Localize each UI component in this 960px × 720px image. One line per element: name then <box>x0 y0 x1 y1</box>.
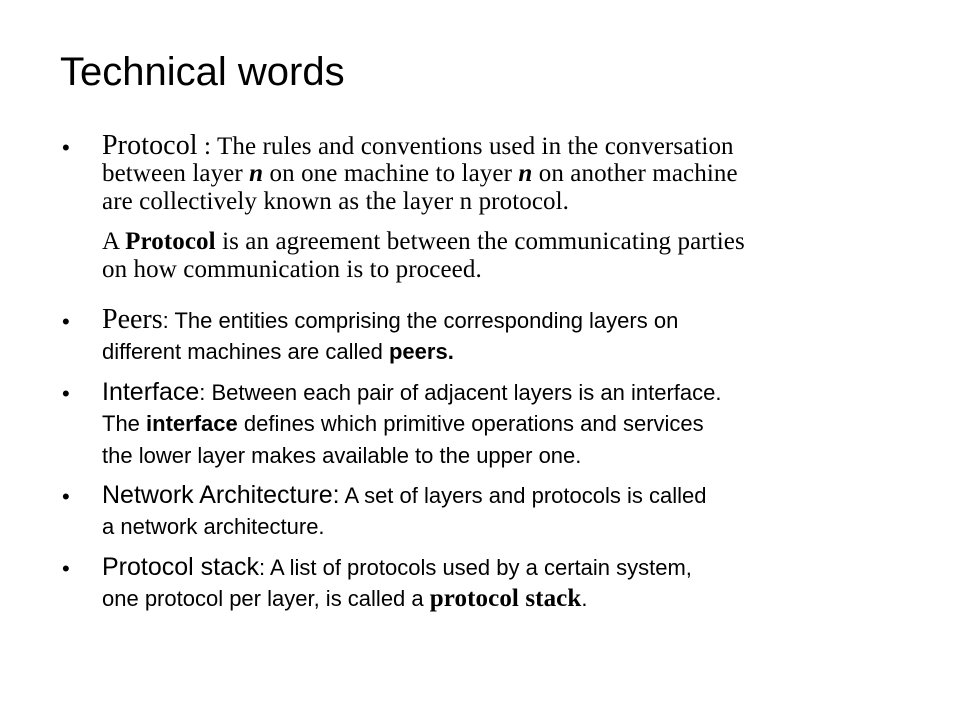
bullet-point: • <box>62 381 70 406</box>
term-network-architecture: Network Architecture: <box>102 481 340 509</box>
term-peers: Peers <box>102 304 163 335</box>
text: : The rules and conventions used in the conversation <box>197 133 734 160</box>
text: the lower layer makes available to the upper one. <box>102 443 582 468</box>
text: are collectively known as the layer n protocol. <box>102 188 570 215</box>
text: . <box>581 586 588 611</box>
text: between layer <box>102 160 250 187</box>
list-item-protocol <box>102 130 922 286</box>
text: is an agreement between the communicating parties <box>215 228 745 255</box>
list-item-protocol-stack <box>102 551 922 615</box>
bullet-point: • <box>62 309 70 334</box>
text: a network architecture. <box>102 514 325 539</box>
slide-title: Technical words <box>60 50 345 94</box>
emphasis: protocol stack <box>429 585 582 612</box>
list-item-interface <box>102 376 922 472</box>
text: defines which primitive operations and services <box>237 411 704 436</box>
emphasis: interface <box>146 411 238 436</box>
text: The <box>102 411 147 436</box>
text: on how communication is to proceed. <box>102 256 482 283</box>
term-protocol: Protocol <box>102 130 198 161</box>
text: : Between each pair of adjacent layers is an interface. <box>199 380 722 405</box>
text: : The entities comprising the corresponding layers on <box>162 308 679 333</box>
bullet-point: • <box>62 556 70 581</box>
term-interface: Interface <box>102 378 200 406</box>
text: on another machine <box>532 160 738 187</box>
list-item-network-architecture <box>102 479 922 543</box>
emphasis: Protocol <box>125 228 216 255</box>
bullet-point: • <box>62 135 70 160</box>
term-protocol-stack: Protocol stack <box>102 553 260 581</box>
text: on one machine to layer <box>263 160 519 187</box>
text: A set of layers and protocols is called <box>339 483 707 508</box>
text: A <box>102 228 126 255</box>
bullet-point: • <box>62 484 70 509</box>
text: : A list of protocols used by a certain system, <box>259 555 692 580</box>
emphasis: n <box>518 160 533 187</box>
emphasis: n <box>249 160 264 187</box>
list-item-peers <box>102 304 922 368</box>
text: different machines are called <box>102 339 389 364</box>
emphasis: peers. <box>388 339 454 364</box>
text: one protocol per layer, is called a <box>102 586 430 611</box>
